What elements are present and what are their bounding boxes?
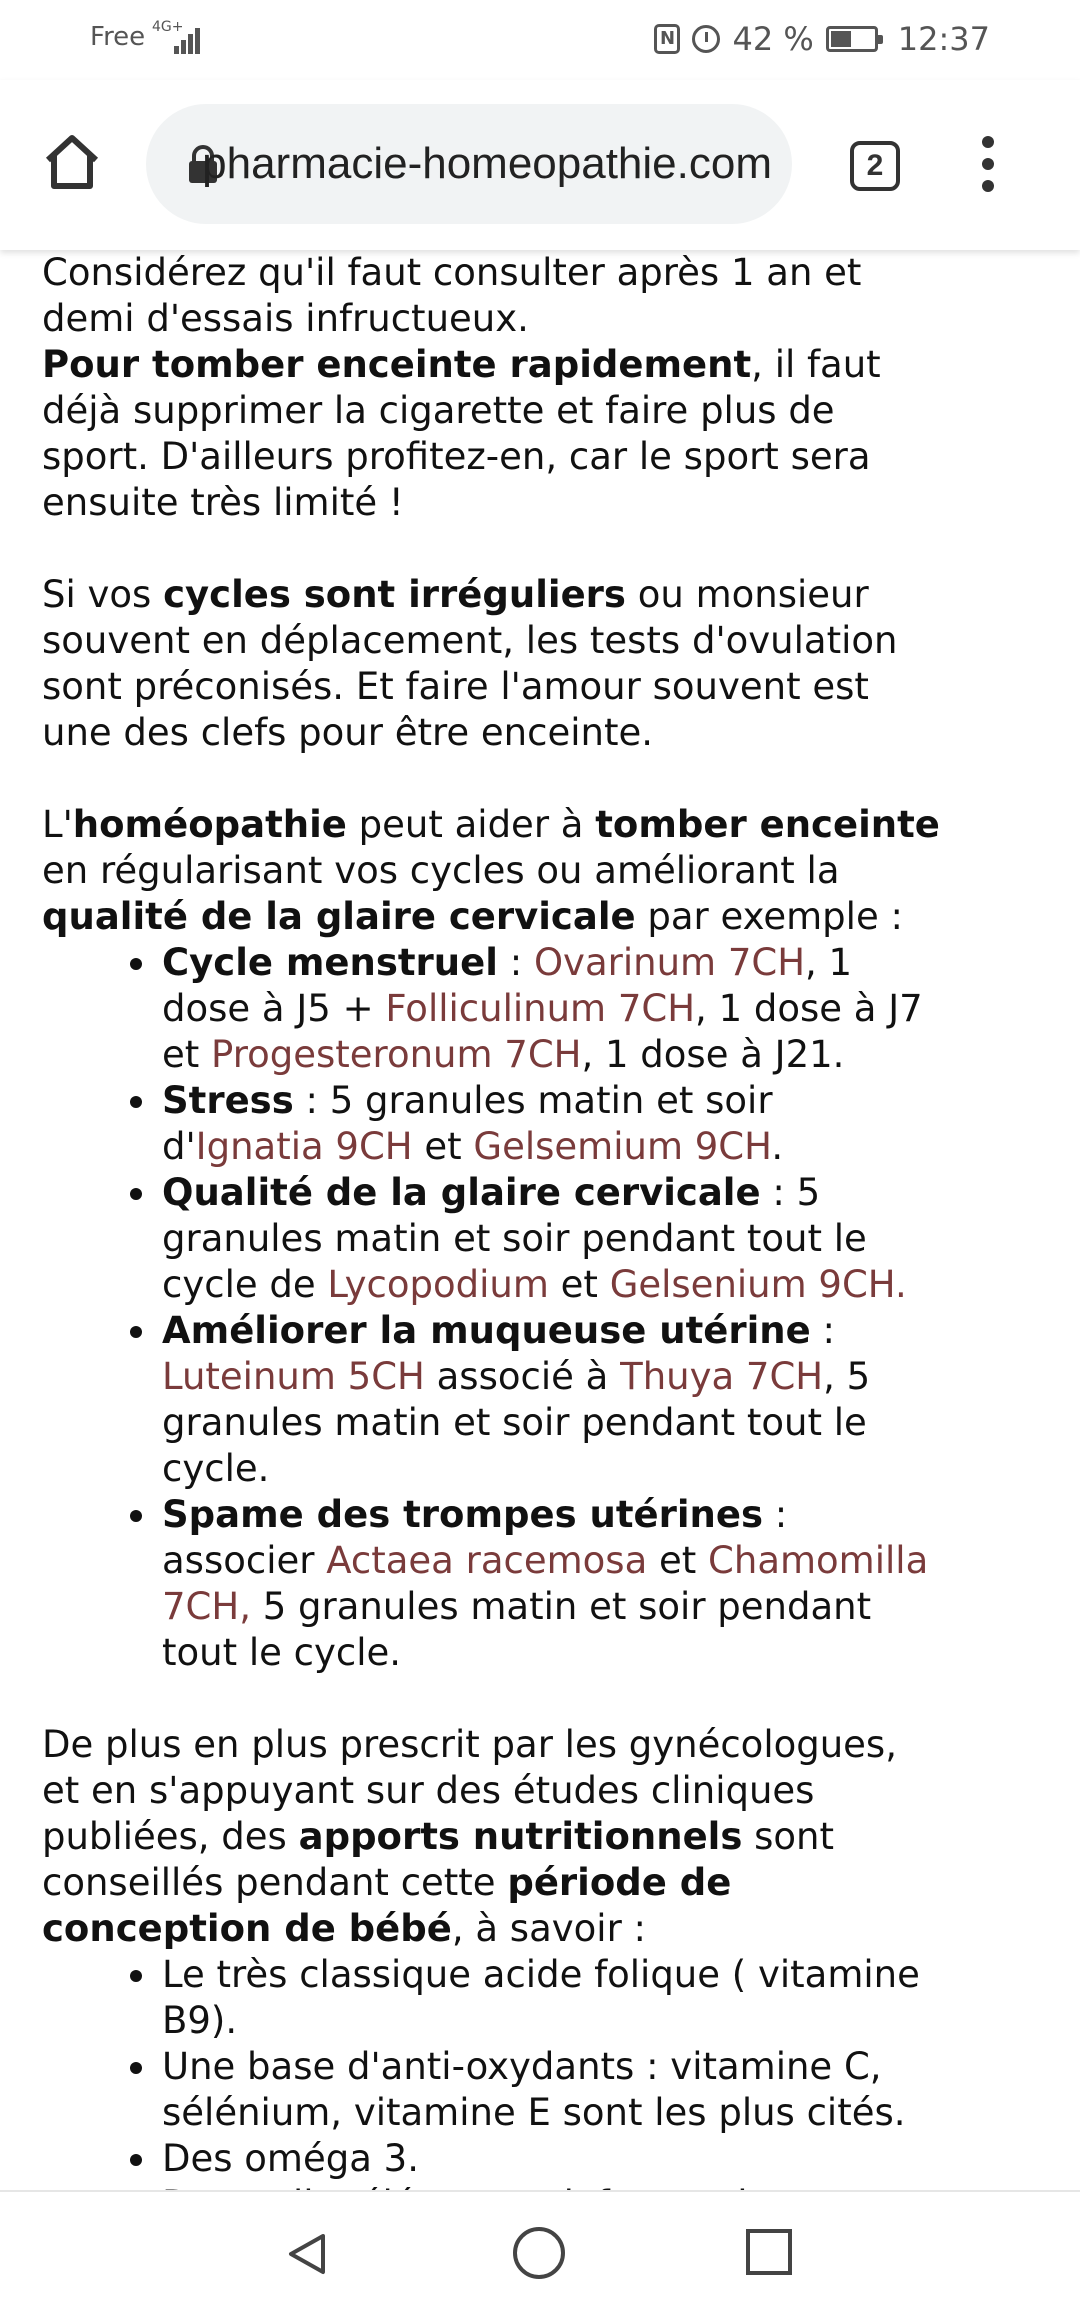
- text: 5 granules matin et soir pendant tout le cycle.: [162, 1585, 872, 1674]
- nutrition-list: [42, 1952, 942, 2228]
- bold-text: homéopathie: [72, 803, 347, 846]
- remedy-list: [42, 940, 942, 1676]
- text: et: [647, 1539, 709, 1582]
- remedy-link[interactable]: Lycopodium: [327, 1263, 549, 1306]
- paragraph-cycles: [42, 572, 942, 756]
- text: De plus en plus prescrit par les gynécologues, et en s'appuyant sur des études cliniques publiées, des: [42, 1723, 897, 1858]
- remedy-link[interactable]: Thuya 7CH: [620, 1355, 824, 1398]
- text: : associer: [162, 1493, 788, 1582]
- text: .: [771, 1125, 784, 1168]
- remedy-link[interactable]: Actaea racemosa: [326, 1539, 648, 1582]
- item-title: Spame des trompes utérines: [162, 1493, 764, 1536]
- battery-icon: [826, 26, 878, 52]
- text: L': [42, 803, 73, 846]
- list-item: Le très classique acide folique ( vitamine B9).: [162, 1952, 942, 2044]
- back-icon[interactable]: [283, 2230, 331, 2278]
- text: :: [497, 941, 534, 984]
- url-text[interactable]: pharmacie-homeopathie.com: [202, 139, 772, 188]
- text: , 1 dose à J5 +: [162, 941, 853, 1030]
- remedy-link[interactable]: Gelsemium 9CH: [473, 1125, 772, 1168]
- text: : 5 granules matin et soir d': [162, 1079, 773, 1168]
- bold-text: qualité de la glaire cervicale: [42, 895, 636, 938]
- list-item: [162, 1078, 942, 1170]
- paragraph-nutrition: [42, 1722, 942, 1952]
- text: , il faut déjà supprimer la cigarette et faire plus de sport. D'ailleurs profitez-en, car le sport sera ensuite très limité !: [42, 343, 881, 524]
- browser-toolbar: [0, 80, 1080, 250]
- item-title: Cycle menstruel: [162, 941, 498, 984]
- list-item: [162, 1170, 942, 1308]
- text: peut aider à: [346, 803, 596, 846]
- text-cut-end: demi d'essais infructueux.: [42, 297, 529, 340]
- remedy-link[interactable]: Progesteronum 7CH: [211, 1033, 582, 1076]
- carrier-label: Free: [90, 22, 146, 52]
- home-nav-icon[interactable]: [513, 2227, 565, 2279]
- status-bar: [0, 0, 1080, 80]
- item-title: Qualité de la glaire cervicale: [162, 1171, 761, 1214]
- paragraph-homeopathie: [42, 802, 942, 940]
- list-item: [162, 940, 942, 1078]
- bold-text: période de conception de bébé: [42, 1861, 732, 1950]
- text: sont conseillés pendant cette: [42, 1815, 835, 1904]
- text: et: [412, 1125, 474, 1168]
- remedy-link[interactable]: Ovarinum 7CH: [533, 941, 806, 984]
- home-icon[interactable]: [40, 130, 104, 194]
- remedy-link[interactable]: Gelsenium 9CH.: [609, 1263, 907, 1306]
- list-item: [162, 1308, 942, 1492]
- bold-text: tomber enceinte: [595, 803, 940, 846]
- text: ou monsieur souvent en déplacement, les tests d'ovulation sont préconisés. Et faire l'amour souvent est une des clefs pour être enceinte.: [42, 573, 898, 754]
- bold-text: Pour tomber enceinte rapidement: [42, 343, 752, 386]
- battery-percent: 42 %: [732, 20, 814, 58]
- item-title: Améliorer la muqueuse utérine: [162, 1309, 811, 1352]
- text: , à savoir :: [451, 1907, 647, 1950]
- text: Si vos: [42, 573, 164, 616]
- status-icons: [654, 20, 990, 58]
- text: , 5 granules matin et soir pendant tout le cycle.: [162, 1355, 871, 1490]
- remedy-link[interactable]: Ignatia 9CH: [195, 1125, 413, 1168]
- bold-text: cycles sont irréguliers: [163, 573, 626, 616]
- paragraph-partial: [42, 250, 942, 526]
- item-title: Stress: [162, 1079, 294, 1122]
- bold-text: apports nutritionnels: [298, 1815, 743, 1858]
- text: par exemple :: [635, 895, 903, 938]
- remedy-link[interactable]: Folliculinum 7CH: [385, 987, 696, 1030]
- remedy-link[interactable]: Chamomilla 7CH,: [162, 1539, 929, 1628]
- signal-icon: [168, 24, 204, 54]
- text-cut: Considérez qu'il faut consulter après 1 an et: [42, 251, 862, 294]
- navigation-bar: [0, 2190, 1080, 2312]
- article-content: [42, 250, 942, 2190]
- url-bar[interactable]: [146, 104, 792, 224]
- text: en régularisant vos cycles ou améliorant la: [42, 849, 840, 892]
- text: :: [810, 1309, 835, 1352]
- text: , 1 dose à J21.: [581, 1033, 845, 1076]
- text: associé à: [424, 1355, 621, 1398]
- tab-switcher-button[interactable]: 2: [850, 141, 900, 191]
- remedy-link[interactable]: Luteinum 5CH: [162, 1355, 425, 1398]
- more-options-icon[interactable]: [982, 136, 994, 192]
- text: , 1 dose à J7 et: [162, 987, 923, 1076]
- clock: 12:37: [897, 20, 990, 58]
- list-item: [162, 1492, 942, 1676]
- list-item: Une base d'anti-oxydants : vitamine C, sélénium, vitamine E sont les plus cités.: [162, 2044, 942, 2136]
- text: : 5 granules matin et soir pendant tout le cycle de: [162, 1171, 867, 1306]
- recent-apps-icon[interactable]: [746, 2229, 792, 2275]
- network-type-label: 4G+: [152, 19, 184, 35]
- text: et: [548, 1263, 610, 1306]
- list-item: Des oméga 3.: [162, 2136, 942, 2182]
- alarm-icon: [692, 25, 720, 53]
- nfc-icon: N: [654, 24, 680, 54]
